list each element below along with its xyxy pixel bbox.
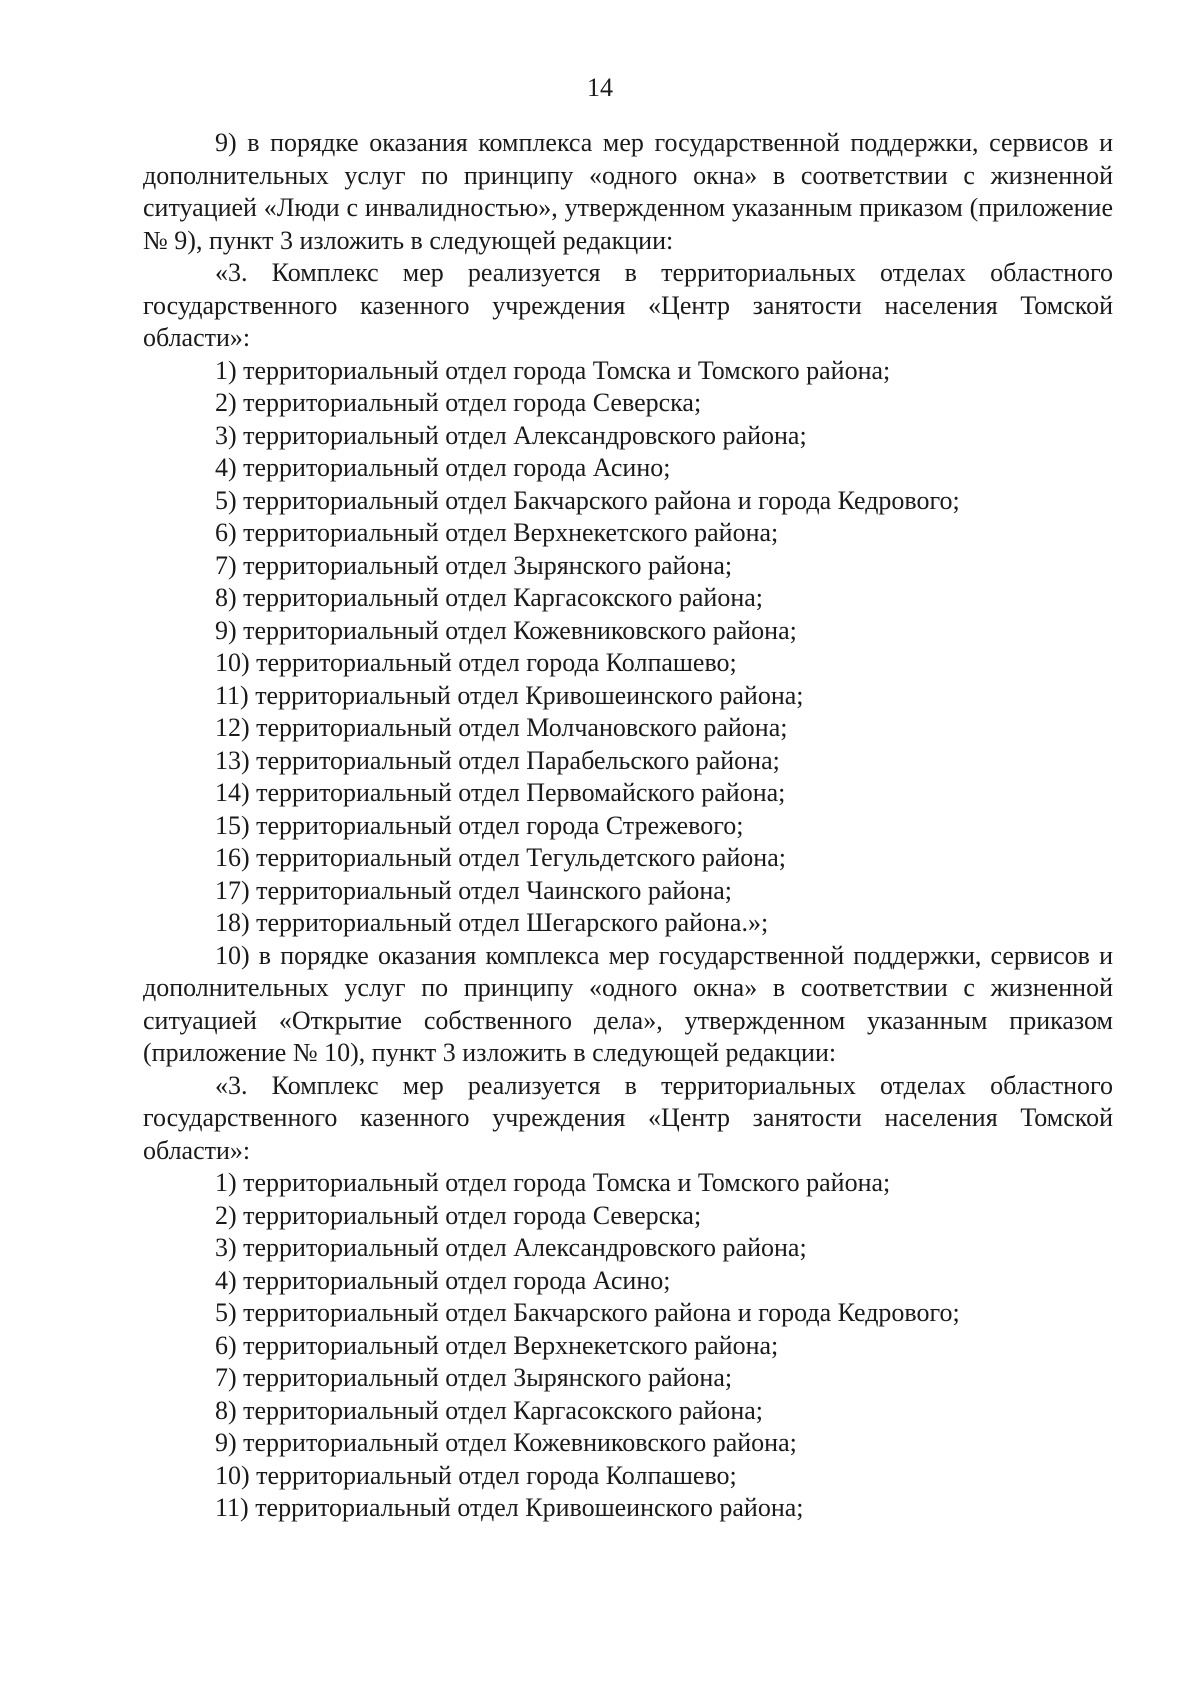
list-item: 8) территориальный отдел Каргасокского района; bbox=[215, 1395, 763, 1425]
list-item: 17) территориальный отдел Чаинского района; bbox=[215, 875, 732, 905]
list-item: 9) территориальный отдел Кожевниковского района; bbox=[215, 615, 797, 645]
paragraph-item-9: 9) в порядке оказания комплекса мер государственной поддержки, сервисов и дополнительных услуг по принципу «одного окна» в соответствии с жизненной ситуацией «Люди с инвалидностью», утвержденном указанным приказом (приложение № 9), пункт 3 изложить в следующей редакции: bbox=[143, 128, 1113, 255]
list-item: 1) территориальный отдел города Томска и Томского района; bbox=[215, 1168, 891, 1197]
list-item: 8) территориальный отдел Каргасокского района; bbox=[215, 583, 763, 612]
list-item: 5) территориальный отдел Бакчарского района и города Кедрового; bbox=[215, 485, 960, 515]
list-item: 2) территориальный отдел города Северска; bbox=[215, 388, 702, 417]
paragraph-clause-3: «3. Комплекс мер реализуется в территориальных отделах областного государственного казенного учреждения «Центр занятости населения Томской области»: bbox=[143, 258, 1113, 352]
list-item: 10) территориальный отдел города Колпашево; bbox=[215, 648, 737, 677]
department-list bbox=[143, 355, 1113, 940]
list-item: 11) территориальный отдел Кривошеинского района; bbox=[215, 680, 804, 710]
list-item: 2) территориальный отдел города Северска; bbox=[215, 1200, 702, 1230]
list-item: 1) территориальный отдел города Томска и Томского района; bbox=[215, 355, 891, 385]
list-item: 3) территориальный отдел Александровского района; bbox=[215, 420, 807, 450]
list-item: 18) территориальный отдел Шегарского района.»; bbox=[215, 908, 769, 937]
list-item: 4) территориальный отдел города Асино; bbox=[215, 453, 671, 482]
list-item: 6) территориальный отдел Верхнекетского района; bbox=[215, 518, 779, 547]
list-item: 7) территориальный отдел Зырянского района; bbox=[215, 550, 733, 580]
list-item: 16) территориальный отдел Тегульдетского района; bbox=[215, 843, 786, 872]
list-item: 15) территориальный отдел города Стрежевого; bbox=[215, 810, 744, 840]
list-item: 4) территориальный отдел города Асино; bbox=[215, 1265, 671, 1295]
page-number: 14 bbox=[587, 73, 613, 102]
list-item: 5) территориальный отдел Бакчарского района и города Кедрового; bbox=[215, 1298, 960, 1327]
list-item: 11) территориальный отдел Кривошеинского района; bbox=[215, 1493, 804, 1522]
list-item: 14) территориальный отдел Первомайского района; bbox=[215, 778, 786, 807]
list-item: 13) территориальный отдел Парабельского района; bbox=[215, 745, 780, 775]
department-list bbox=[143, 1167, 1113, 1525]
document-body bbox=[143, 127, 1113, 1525]
list-item: 6) территориальный отдел Верхнекетского района; bbox=[215, 1330, 779, 1360]
paragraph-clause-3: «3. Комплекс мер реализуется в территориальных отделах областного государственного казенного учреждения «Центр занятости населения Томской области»: bbox=[143, 1070, 1113, 1165]
list-item: 12) территориальный отдел Молчановского района; bbox=[215, 713, 788, 742]
list-item: 7) территориальный отдел Зырянского района; bbox=[215, 1363, 733, 1392]
paragraph-item-10: 10) в порядке оказания комплекса мер государственной поддержки, сервисов и дополнительных услуг по принципу «одного окна» в соответствии с жизненной ситуацией «Открытие собственного дела», утвержденном указанным приказом (приложение № 10), пункт 3 изложить в следующей редакции: bbox=[143, 940, 1113, 1067]
list-item: 3) территориальный отдел Александровского района; bbox=[215, 1233, 807, 1262]
list-item: 10) территориальный отдел города Колпашево; bbox=[215, 1460, 737, 1490]
list-item: 9) территориальный отдел Кожевниковского района; bbox=[215, 1428, 797, 1457]
